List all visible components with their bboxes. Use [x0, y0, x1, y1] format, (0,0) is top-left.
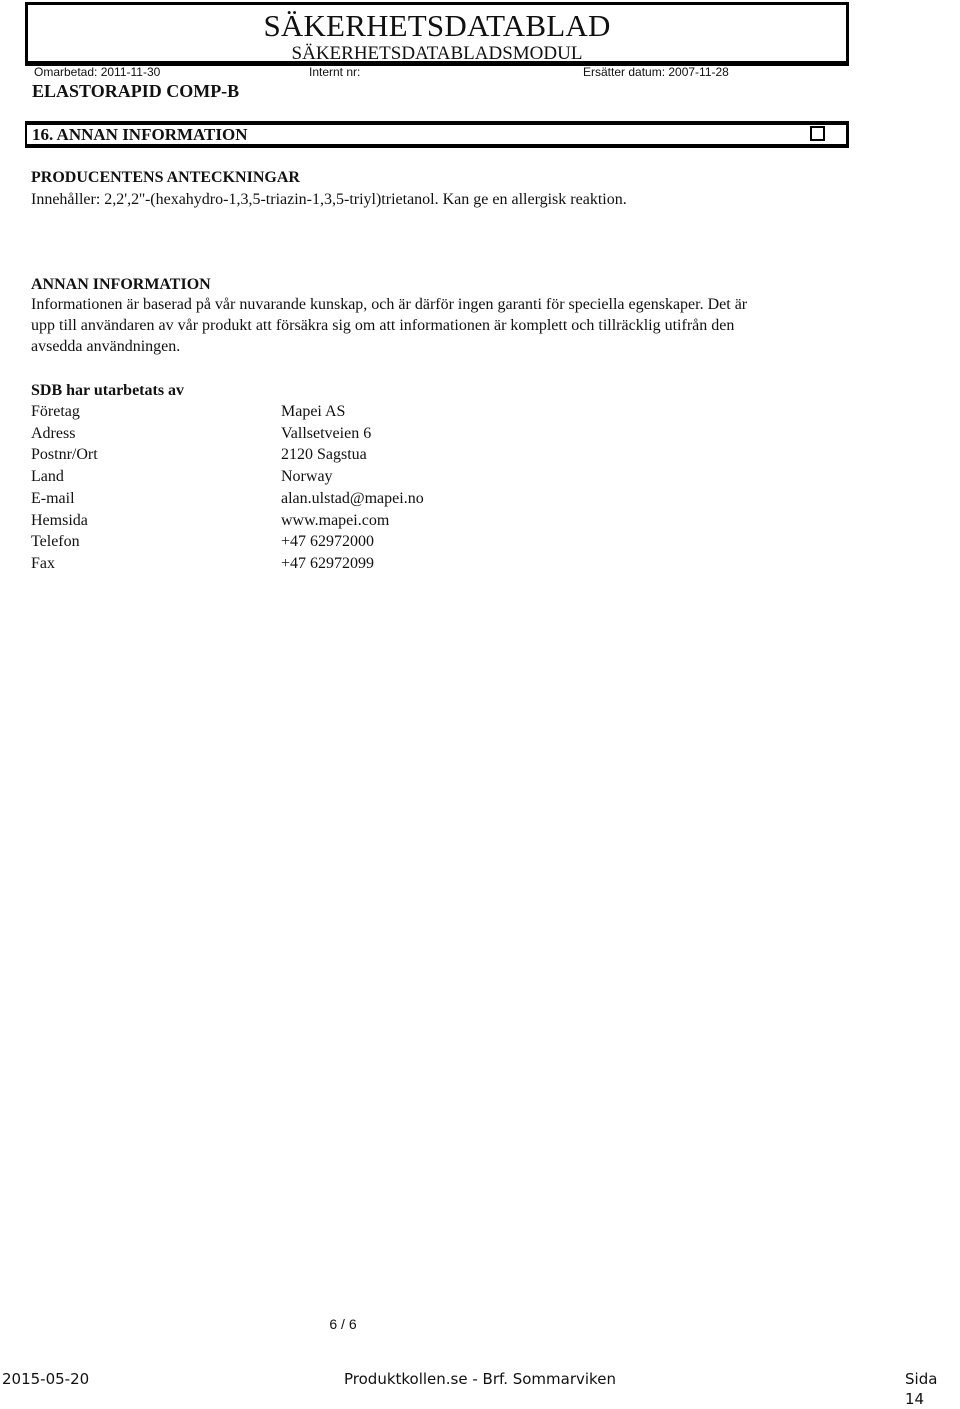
contact-label: Telefon — [31, 533, 80, 551]
internal-number: Internt nr: — [309, 65, 361, 79]
table-row — [31, 553, 424, 575]
section-checkbox — [810, 126, 825, 141]
table-row — [31, 444, 424, 466]
section-title: 16. ANNAN INFORMATION — [32, 125, 248, 144]
section-header — [25, 121, 849, 148]
page-number: 6 / 6 — [329, 1316, 357, 1332]
document-header — [25, 2, 849, 66]
table-row — [31, 401, 424, 423]
other-info-line-2: upp till användaren av vår produkt att försäkra sig om att informationen är komplett och tillräcklig utifrån den — [31, 317, 735, 334]
contact-value: Norway — [281, 468, 333, 486]
contact-label: Fax — [31, 554, 55, 572]
contact-label: Hemsida — [31, 511, 88, 529]
table-row — [31, 510, 424, 532]
other-info-line-3: avsedda användningen. — [31, 338, 181, 355]
footer-date: 2015-05-20 — [2, 1370, 90, 1388]
table-row — [31, 466, 424, 488]
table-row — [31, 531, 424, 553]
contact-label: Adress — [31, 424, 76, 442]
contact-label: Företag — [31, 403, 80, 420]
table-row — [31, 488, 424, 510]
revised-date: Omarbetad: 2011-11-30 — [34, 65, 161, 79]
document-title: SÄKERHETSDATABLAD — [263, 8, 611, 43]
contact-value: +47 62972000 — [281, 533, 375, 551]
contact-website[interactable]: www.mapei.com — [281, 511, 390, 529]
other-info-line-1: Informationen är baserad på vår nuvarande kunskap, och är därför ingen garanti för speciella egenskaper. Det är — [31, 296, 748, 313]
contact-email[interactable]: alan.ulstad@mapei.no — [281, 489, 424, 507]
contact-label: Postnr/Ort — [31, 446, 98, 464]
contact-value: Mapei AS — [281, 403, 346, 420]
product-name: ELASTORAPID COMP-B — [32, 81, 240, 101]
other-info-heading: ANNAN INFORMATION — [31, 276, 211, 293]
contact-value: 2120 Sagstua — [281, 446, 367, 464]
producer-notes-heading: PRODUCENTENS ANTECKNINGAR — [31, 169, 300, 186]
producer-notes-text: Innehåller: 2,2',2''-(hexahydro-1,3,5-triazin-1,3,5-triyl)trietanol. Kan ge en allergisk reaktion. — [31, 191, 627, 208]
contact-table — [31, 401, 424, 575]
contact-value: Vallsetveien 6 — [281, 424, 372, 442]
document-subtitle: SÄKERHETSDATABLADSMODUL — [291, 43, 583, 64]
contact-label: Land — [31, 468, 64, 486]
prepared-by-heading: SDB har utarbetats av — [31, 382, 185, 399]
table-row — [31, 423, 424, 445]
replaces-date: Ersätter datum: 2007-11-28 — [583, 65, 729, 79]
footer-page: Sida 14 — [905, 1370, 938, 1408]
contact-value: +47 62972099 — [281, 554, 375, 572]
footer-source: Produktkollen.se - Brf. Sommarviken — [344, 1370, 616, 1388]
contact-label: E-mail — [31, 489, 75, 507]
